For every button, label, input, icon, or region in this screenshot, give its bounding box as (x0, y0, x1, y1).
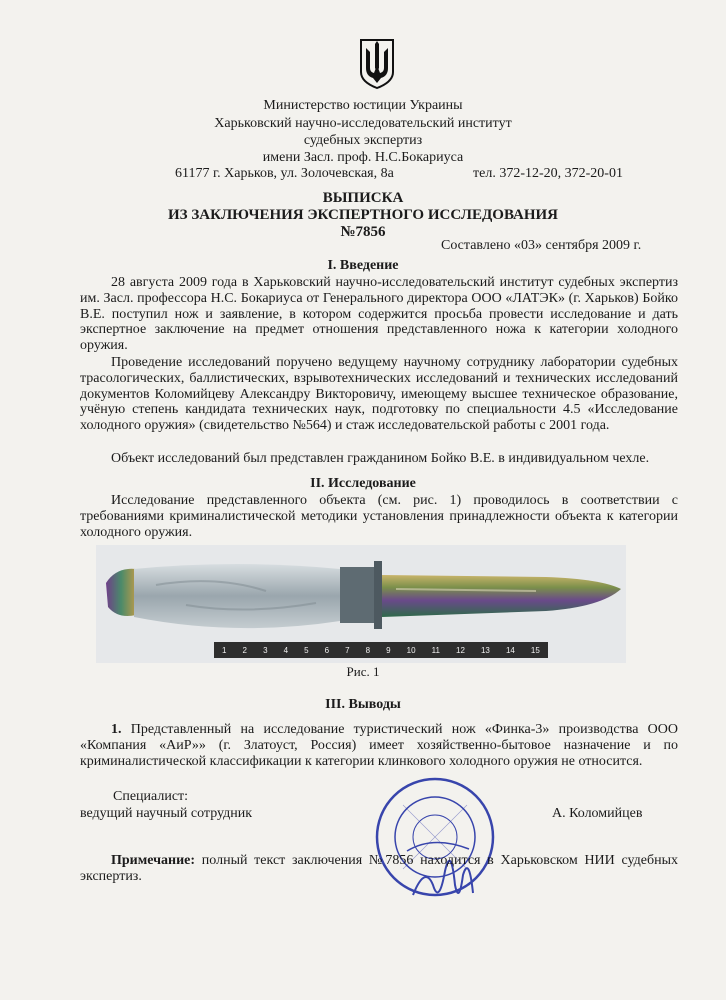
ruler-tick: 3 (263, 645, 268, 655)
ruler-tick: 12 (456, 645, 465, 655)
ruler-tick: 6 (324, 645, 330, 655)
ruler-tick: 14 (505, 645, 515, 655)
figure-caption: Рис. 1 (346, 664, 380, 679)
official-stamp (373, 775, 497, 915)
ministry-line: Министерство юстиции Украины (263, 98, 463, 113)
ruler-tick: 1 (222, 645, 227, 655)
institute-line: Харьковский научно-исследовательский институт (214, 116, 512, 131)
doc-number: №7856 (340, 224, 386, 240)
institute-line-2: судебных экспертиз (303, 133, 423, 148)
section-1-paragraph-3: Объект исследований был представлен гражданином Бойко В.Е. в индивидуальном чехле. (111, 451, 650, 466)
ruler-tick: 2 (242, 645, 247, 655)
doc-title: ВЫПИСКА (322, 190, 404, 206)
address: 61177 г. Харьков, ул. Золочевская, 8а (175, 166, 394, 181)
specialist-label: Специалист: (113, 789, 189, 804)
phones: тел. 372-12-20, 372-20-01 (473, 166, 623, 181)
ruler-tick: 9 (386, 645, 391, 655)
doc-subtitle: ИЗ ЗАКЛЮЧЕНИЯ ЭКСПЕРТНОГО ИССЛЕДОВАНИЯ (167, 207, 559, 223)
ruler-tick: 15 (530, 645, 540, 655)
ruler-tick: 7 (345, 645, 350, 655)
ruler-tick: 11 (431, 645, 440, 655)
ruler-tick: 13 (480, 645, 490, 655)
ukraine-trident-emblem (359, 38, 395, 90)
ruler (214, 642, 548, 658)
institute-name-line: имени Засл. проф. Н.С.Бокариуса (262, 150, 464, 165)
conclusion-text: Представленный на исследование туристический нож «Финка-3» производства ООО «Компания «АиР»» (г. Златоуст, Россия) имеет хозяйственно-бытовое назначение и по криминалистической классификации к категории клинкового холодного оружия не относится. (80, 722, 679, 769)
section-2-paragraph: Исследование представленного объекта (см. рис. 1) проводилось в соответствии с требованиями криминалистической методики установления принадлежности объекта к категории холодного оружия. (80, 493, 678, 540)
specialist-name: А. Коломийцев (552, 806, 643, 821)
ruler-tick: 10 (406, 645, 416, 655)
compiled-date: Составлено «03» сентября 2009 г. (441, 238, 642, 253)
section-1-heading: I. Введение (327, 258, 399, 273)
section-1-paragraph-1: 28 августа 2009 года в Харьковский научно-исследовательский институт судебных экспертиз им. Засл. профессора Н.С. Бокариуса от Генерального директора ООО «ЛАТЭК» (г. Харьков) Бойко В.Е. поступил нож и заявление, в котором содержится просьба провести исследование и дать экспертное заключение на предмет отношения представленного ножа к категории холодного оружия. (80, 275, 678, 354)
conclusion-number: 1. (111, 722, 122, 737)
note-text: полный текст заключения №7856 находится в Харьковском НИИ судебных экспертиз. (80, 853, 678, 884)
ruler-tick: 8 (365, 645, 371, 655)
specialist-position: ведущий научный сотрудник (80, 806, 253, 821)
section-1-paragraph-2: Проведение исследований поручено ведущему научному сотруднику лаборатории судебных трасологических, баллистических, взрывотехнических исследований и технических исследований документов Коломийцеву Александру Викторовичу, имеющему высшее техническое образование, учёную степень кандидата технических наук, подготовку по специальности 4.5 «Исследование холодного оружия» (свидетельство №564) и стаж исследовательской работы с 2001 года. (80, 355, 678, 434)
ruler-tick: 4 (283, 645, 289, 655)
note-label: Примечание: (111, 853, 196, 868)
section-3-conclusion (80, 722, 678, 769)
section-2-heading: II. Исследование (310, 476, 416, 491)
section-3-heading: III. Выводы (325, 697, 401, 712)
ruler-tick: 5 (304, 645, 309, 655)
